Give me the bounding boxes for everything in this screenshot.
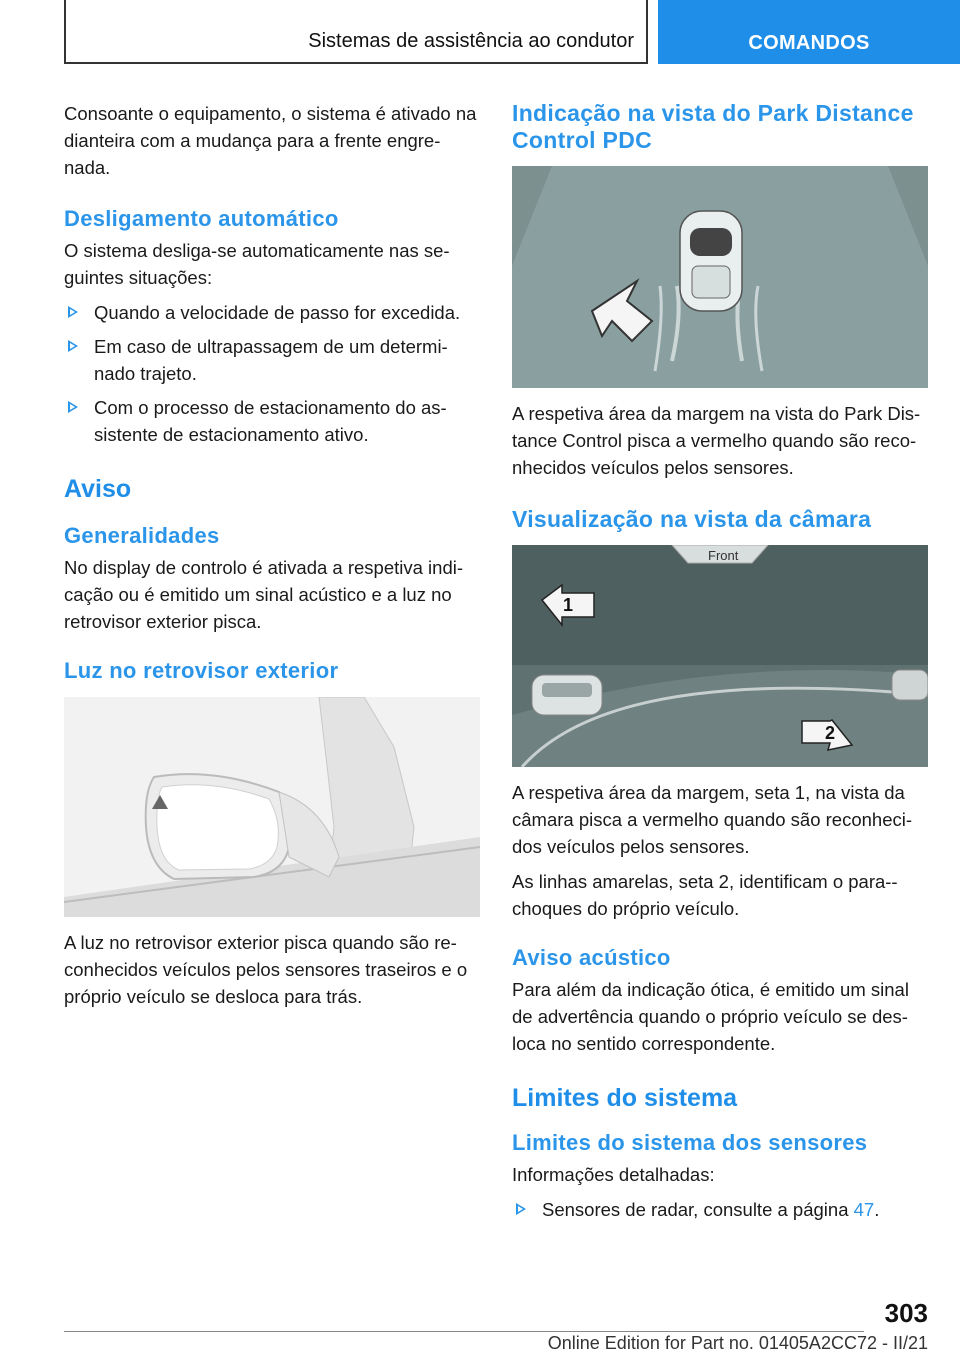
camera-heading: Visualização na vista da câmara [512, 506, 872, 532]
intro-paragraph: Consoante o equipamento, o sistema é ativado na dianteira com a mudança para a frente engre-nada. [64, 103, 477, 178]
camera-text-2: As linhas amarelas, seta 2, identificam o para--choques do próprio veículo. [512, 871, 898, 919]
camera-arrow-2-label: 2 [825, 723, 836, 743]
page-number: 303 [884, 1298, 928, 1328]
header-section-title: Sistemas de assistência ao condutor [308, 30, 634, 52]
general-text: No display de controlo é ativada a respetiva indi-cação ou é emitido um sinal acústico e a luz no retrovisor exterior pisca. [64, 557, 464, 632]
list-item-text: Sensores de radar, consulte a página [542, 1199, 854, 1220]
camera-view-figure [512, 545, 928, 767]
limits-heading: Limites do sistema [512, 1084, 738, 1112]
footer-edition: Online Edition for Part no. 01405A2CC72 - II/21 [547, 1333, 928, 1353]
camera-arrow-1-label: 1 [563, 595, 574, 615]
general-heading: Generalidades [64, 523, 220, 548]
auto-off-heading: Desligamento automático [64, 206, 339, 231]
list-item-text: Em caso de ultrapassagem de um determi-nado trajeto. [94, 336, 448, 384]
list-item [64, 394, 480, 448]
pdc-heading: Indicação na vista do Park Distance Control PDC [512, 100, 914, 153]
bullet-triangle-icon [516, 1203, 526, 1215]
camera-text-1: A respetiva área da margem, seta 1, na vista da câmara pisca a vermelho quando são reconheci-dos veículos pelos sensores. [512, 782, 913, 857]
auto-off-text: O sistema desliga-se automaticamente nas se-guintes situações: [64, 240, 450, 288]
limits-text: Informações detalhadas: [512, 1164, 715, 1185]
sensor-limits-heading: Limites do sistema dos sensores [512, 1130, 868, 1155]
header-section-box [64, 0, 648, 64]
list-item-text: Quando a velocidade de passo for excedida. [94, 302, 461, 323]
right-column [512, 100, 928, 1233]
page-reference-link[interactable]: 47 [853, 1199, 875, 1220]
header-chapter-tab[interactable] [658, 0, 960, 64]
mirror-heading: Luz no retrovisor exterior [64, 658, 339, 683]
warning-heading: Aviso [64, 475, 132, 503]
mirror-light-illustration [64, 697, 480, 917]
pdc-text: A respetiva área da margem na vista do Park Dis-tance Control pisca a vermelho quando são reco-nhecidos veículos pelos sensores. [512, 403, 921, 478]
list-item [64, 299, 480, 326]
camera-front-label: Front [708, 548, 739, 563]
pdc-view-illustration [512, 166, 928, 388]
footer-divider [64, 1331, 864, 1332]
bullet-triangle-icon [68, 306, 78, 318]
bullet-triangle-icon [68, 401, 78, 413]
camera-view-illustration [512, 545, 928, 767]
mirror-text: A luz no retrovisor exterior pisca quando são re-conhecidos veículos pelos sensores traseiros e o próprio veículo se desloca para trás. [64, 932, 468, 1007]
auto-off-list [64, 299, 480, 448]
chapter-tab-label: COMANDOS [748, 32, 870, 54]
list-item [64, 333, 480, 387]
bullet-triangle-icon [68, 340, 78, 352]
list-item-suffix: . [874, 1199, 880, 1220]
acoustic-text: Para além da indicação ótica, é emitido um sinal de advertência quando o próprio veículo se des-loca no sentido correspondente. [512, 979, 909, 1054]
left-column [64, 100, 480, 1018]
acoustic-heading: Aviso acústico [512, 945, 671, 970]
list-item-text: Com o processo de estacionamento do as-sistente de estacionamento ativo. [94, 397, 447, 445]
limits-list [512, 1196, 928, 1223]
list-item [512, 1196, 928, 1223]
